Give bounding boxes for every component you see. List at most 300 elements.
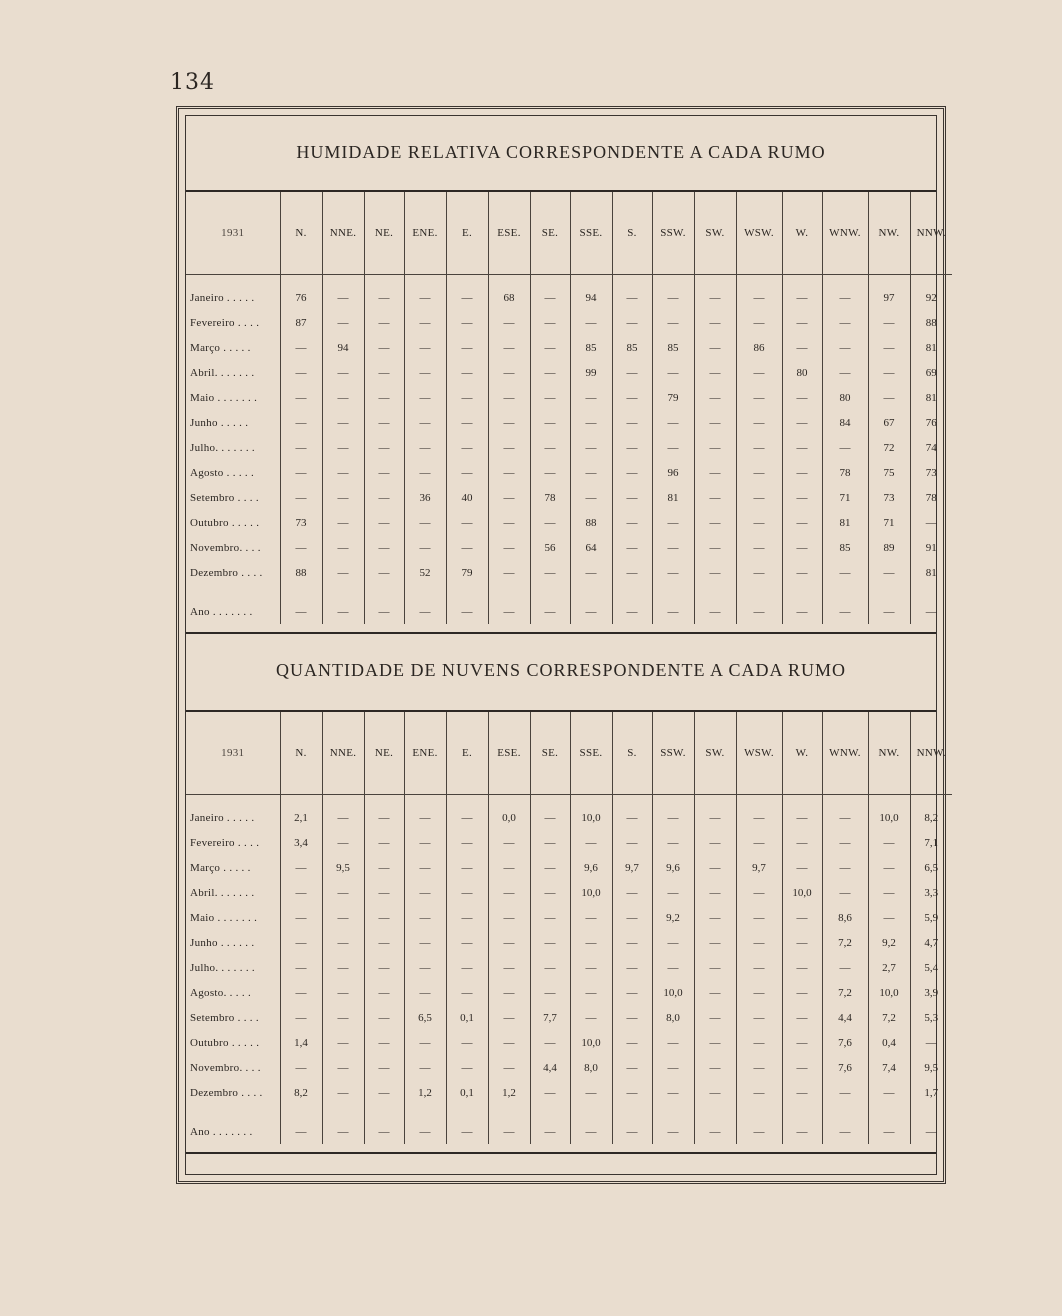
table-cell: — [612,955,652,980]
table-cell: — [694,385,736,410]
table-cell: 85 [652,335,694,360]
table-cell: — [364,1055,404,1080]
table-cell: — [694,880,736,905]
table-row [186,460,952,485]
table-cell: — [868,360,910,385]
table-cell: 69 [910,360,952,385]
table-cell: — [694,310,736,335]
table-cell: — [652,410,694,435]
table-cell: 6,5 [404,1005,446,1030]
table-cell: 3,4 [280,830,322,855]
table-cell: 40 [446,485,488,510]
table-row [186,510,952,535]
table-cell: — [364,310,404,335]
table-cell: 7,6 [822,1055,868,1080]
table-cell: 80 [822,385,868,410]
table-cell: — [612,980,652,1005]
table-cell: — [488,485,530,510]
table-cell: — [612,275,652,311]
table-cell: — [782,385,822,410]
table-cell: — [570,905,612,930]
table-cell: 84 [822,410,868,435]
table-cell: — [364,510,404,535]
month-label: Setembro . . . . [190,1011,259,1024]
table-cell: — [530,905,570,930]
table-cell: — [364,855,404,880]
table-cell: — [364,360,404,385]
table-cell: 4,4 [822,1005,868,1030]
table-cell: — [570,930,612,955]
table-cell: — [364,410,404,435]
table-cell: 6,5 [910,855,952,880]
table-cell: — [488,830,530,855]
table-row [186,1119,952,1144]
table-cell: — [782,599,822,624]
table-cell: — [322,1030,364,1055]
table-cell: — [736,880,782,905]
table-cell: — [868,855,910,880]
table-row [186,410,952,435]
table-cell: — [530,855,570,880]
column-header: WSW. [736,192,782,275]
table-cell: — [404,460,446,485]
column-header: WSW. [736,712,782,795]
year-header: 1931 [186,712,280,795]
table-cell: — [446,955,488,980]
table-cell: — [612,1005,652,1030]
table-cell: — [404,955,446,980]
table-cell: — [530,1030,570,1055]
table-cell: — [910,510,952,535]
table-cell: 2,7 [868,955,910,980]
table-cell: — [530,599,570,624]
table-cell: — [612,795,652,831]
table-cell: — [570,435,612,460]
table-cell: — [322,980,364,1005]
column-header: SSE. [570,712,612,795]
column-header: SW. [694,192,736,275]
column-header: ESE. [488,192,530,275]
table-cell: — [612,535,652,560]
table-cell: — [446,435,488,460]
table-cell: 97 [868,275,910,311]
table-cell: — [322,535,364,560]
column-header: S. [612,192,652,275]
table-cell: — [280,360,322,385]
table-cell: — [782,855,822,880]
table-cell: 1,2 [488,1080,530,1105]
table-cell: — [822,1119,868,1144]
table-row [186,955,952,980]
table-cell: 75 [868,460,910,485]
table-cell: — [404,410,446,435]
table-cell: 0,1 [446,1005,488,1030]
table-cell: — [652,1055,694,1080]
column-header: N. [280,192,322,275]
table-cell: — [488,510,530,535]
table-cell: 9,6 [570,855,612,880]
table-cell: — [364,1080,404,1105]
table-cell: — [694,435,736,460]
table-cell: — [530,275,570,311]
table-cell: — [488,955,530,980]
table-cell: — [570,830,612,855]
table-cell: — [694,830,736,855]
table-cell: — [652,880,694,905]
table-cell: — [652,1119,694,1144]
column-header: SE. [530,712,570,795]
table-cell: — [488,1005,530,1030]
table-cell: — [364,1030,404,1055]
table-cell: — [488,1119,530,1144]
table-cell: — [782,310,822,335]
table-cell: 80 [782,360,822,385]
table-cell: — [488,385,530,410]
column-header: E. [446,712,488,795]
month-label: Maio . . . . . . . [190,911,258,924]
spacer-row [186,585,952,599]
column-header: SSW. [652,712,694,795]
table-row [186,1030,952,1055]
table-cell: 3,9 [910,980,952,1005]
table-cell: — [868,310,910,335]
table-cell: 56 [530,535,570,560]
table-cell: — [530,955,570,980]
table-cell: — [488,435,530,460]
table-row [186,905,952,930]
table-cell: — [446,535,488,560]
column-header: NW. [868,192,910,275]
table-cell: — [404,360,446,385]
table-cell: — [322,360,364,385]
table-cell: — [868,905,910,930]
table-cell: 81 [652,485,694,510]
table-cell: — [364,599,404,624]
column-header: WNW. [822,712,868,795]
table-cell: 89 [868,535,910,560]
table-cell: — [488,1055,530,1080]
table-cell: — [364,335,404,360]
table-cell: 9,5 [910,1055,952,1080]
column-header: ESE. [488,712,530,795]
table-cell: — [694,795,736,831]
table-cell: — [736,385,782,410]
table-cell: — [736,1055,782,1080]
column-header: N. [280,712,322,795]
table-cell: — [694,360,736,385]
table-cell: — [488,855,530,880]
table-cell: — [612,930,652,955]
month-label: Junho . . . . . . [190,936,255,949]
table-cell: — [322,275,364,311]
table-row [186,275,952,311]
table-cell: — [404,599,446,624]
table-cell: — [612,485,652,510]
table-cell: — [280,905,322,930]
column-header: SSE. [570,192,612,275]
table-cell: — [782,955,822,980]
table-cell: — [322,410,364,435]
table-cell: 88 [570,510,612,535]
table-cell: — [910,1119,952,1144]
month-label: Dezembro . . . . [190,566,263,579]
table-cell: — [488,880,530,905]
table-cell: — [488,360,530,385]
month-label: Outubro . . . . . [190,516,260,529]
table-cell: 2,1 [280,795,322,831]
table-cell: — [404,335,446,360]
table-row [186,435,952,460]
table-cell: — [364,560,404,585]
table-cell: — [530,310,570,335]
column-header: SSW. [652,192,694,275]
table-cell: 81 [910,335,952,360]
table-cell: 9,2 [652,905,694,930]
column-header: NE. [364,712,404,795]
table-cell: 7,7 [530,1005,570,1030]
table-cell: 67 [868,410,910,435]
table-cell: 71 [868,510,910,535]
table-cell: — [322,930,364,955]
table-cell: — [322,830,364,855]
table-cell: — [364,485,404,510]
month-label: Ano . . . . . . . [190,1125,253,1138]
table-cell: 78 [822,460,868,485]
table-cell: — [694,410,736,435]
table-row [186,1005,952,1030]
table-cell: — [782,830,822,855]
table-cell: — [652,930,694,955]
table-cell: — [570,560,612,585]
table-cell: — [736,830,782,855]
table-cell: — [364,795,404,831]
table-cell: — [446,460,488,485]
table-cell: — [694,930,736,955]
table-cell: 3,3 [910,880,952,905]
table-cell: — [652,510,694,535]
table-cell: — [404,435,446,460]
table-cell: — [612,385,652,410]
month-label: Outubro . . . . . [190,1036,260,1049]
table-cell: — [736,930,782,955]
table-row [186,880,952,905]
table-cell: — [612,1055,652,1080]
table-cell: — [488,310,530,335]
table-cell: — [364,460,404,485]
column-header: W. [782,712,822,795]
table-cell: — [612,560,652,585]
table-cell: — [280,599,322,624]
table-cell: — [782,510,822,535]
clouds-table [186,712,952,1144]
table-cell: — [694,955,736,980]
table-cell: — [694,1055,736,1080]
table-cell: — [570,460,612,485]
table-cell: — [322,510,364,535]
table-cell: 10,0 [570,880,612,905]
table-cell: — [280,1055,322,1080]
table-cell: — [488,980,530,1005]
table-cell: — [868,880,910,905]
table-cell: — [868,830,910,855]
table-cell: — [280,880,322,905]
table-cell: — [694,905,736,930]
table-cell: — [736,410,782,435]
table-cell: 0,1 [446,1080,488,1105]
table-cell: — [322,385,364,410]
table-cell: — [736,795,782,831]
table-row [186,310,952,335]
table-cell: 76 [280,275,322,311]
month-label: Ano . . . . . . . [190,605,253,618]
table-cell: — [868,560,910,585]
clouds-bottom-rule [186,1152,936,1154]
table-cell: — [530,930,570,955]
month-label: Setembro . . . . [190,491,259,504]
table-cell: 9,5 [322,855,364,880]
table-cell: — [364,1005,404,1030]
table-cell: — [868,599,910,624]
humidity-table-title: HUMIDADE RELATIVA CORRESPONDENTE A CADA RUMO [296,142,826,162]
table-cell: — [404,275,446,311]
table-cell: — [652,1080,694,1105]
table-row [186,335,952,360]
table-cell: — [822,335,868,360]
table-cell: — [570,1005,612,1030]
column-header: SE. [530,192,570,275]
table-cell: — [280,980,322,1005]
table-cell: — [488,560,530,585]
column-header: W. [782,192,822,275]
table-cell: — [446,880,488,905]
table-cell: 9,6 [652,855,694,880]
table-cell: — [822,560,868,585]
table-cell: — [404,310,446,335]
table-cell: 99 [570,360,612,385]
column-header: NNW. [910,712,952,795]
table-cell: — [488,599,530,624]
table-cell: — [694,1119,736,1144]
table-cell: — [694,275,736,311]
table-cell: 85 [612,335,652,360]
table-cell: — [488,930,530,955]
column-header: NNE. [322,712,364,795]
column-header: NW. [868,712,910,795]
table-cell: — [280,955,322,980]
table-cell: — [446,385,488,410]
table-cell: — [322,560,364,585]
table-row [186,535,952,560]
clouds-table-title: QUANTIDADE DE NUVENS CORRESPONDENTE A CADA RUMO [275,660,847,680]
table-cell: — [280,460,322,485]
table-cell: 78 [910,485,952,510]
table-cell: — [782,1119,822,1144]
column-header: NNE. [322,192,364,275]
table-cell: — [364,275,404,311]
table-cell: — [364,535,404,560]
table-cell: — [446,1055,488,1080]
table-cell: — [364,955,404,980]
tables-frame [176,106,946,1184]
table-cell: — [570,385,612,410]
table-cell: — [612,460,652,485]
table-cell: 7,6 [822,1030,868,1055]
table-cell: — [446,335,488,360]
table-cell: — [694,1005,736,1030]
month-label: Abril. . . . . . . [190,886,255,899]
table-cell: — [322,795,364,831]
table-cell: — [404,510,446,535]
table-cell: — [612,1080,652,1105]
table-cell: — [612,310,652,335]
table-cell: — [652,1030,694,1055]
table-cell: 8,0 [570,1055,612,1080]
table-cell: — [694,335,736,360]
month-label: Março . . . . . [190,341,251,354]
table-cell: — [910,1030,952,1055]
table-cell: — [446,310,488,335]
table-cell: — [570,485,612,510]
table-cell: — [570,1080,612,1105]
table-cell: — [736,485,782,510]
table-cell: — [652,795,694,831]
table-row [186,1055,952,1080]
table-cell: — [488,535,530,560]
table-cell: 88 [910,310,952,335]
table-cell: — [868,335,910,360]
month-label: Abril. . . . . . . [190,366,255,379]
table-cell: — [322,485,364,510]
table-cell: 36 [404,485,446,510]
table-cell: — [446,855,488,880]
table-cell: — [530,410,570,435]
table-cell: — [782,335,822,360]
table-cell: — [652,599,694,624]
table-row [186,385,952,410]
table-cell: 64 [570,535,612,560]
table-cell: — [612,830,652,855]
table-cell: — [404,1119,446,1144]
table-cell: — [322,1005,364,1030]
table-row [186,560,952,585]
table-cell: 10,0 [868,795,910,831]
table-cell: — [280,1005,322,1030]
table-cell: — [694,855,736,880]
table-cell: — [446,830,488,855]
table-cell: 94 [322,335,364,360]
month-label: Dezembro . . . . [190,1086,263,1099]
page-number: 134 [170,70,215,95]
table-cell: 71 [822,485,868,510]
table-cell: — [446,930,488,955]
table-cell: 94 [570,275,612,311]
table-cell: 76 [910,410,952,435]
table-cell: — [868,385,910,410]
table-cell: 9,7 [736,855,782,880]
table-cell: — [822,830,868,855]
humidity-table [186,192,952,624]
column-header: ENE. [404,712,446,795]
table-cell: — [822,795,868,831]
table-cell: — [612,1119,652,1144]
table-cell: — [364,905,404,930]
table-cell: — [736,275,782,311]
table-cell: — [612,905,652,930]
table-cell: — [736,1080,782,1105]
table-cell: — [868,1119,910,1144]
table-cell: 78 [530,485,570,510]
table-cell: — [446,905,488,930]
